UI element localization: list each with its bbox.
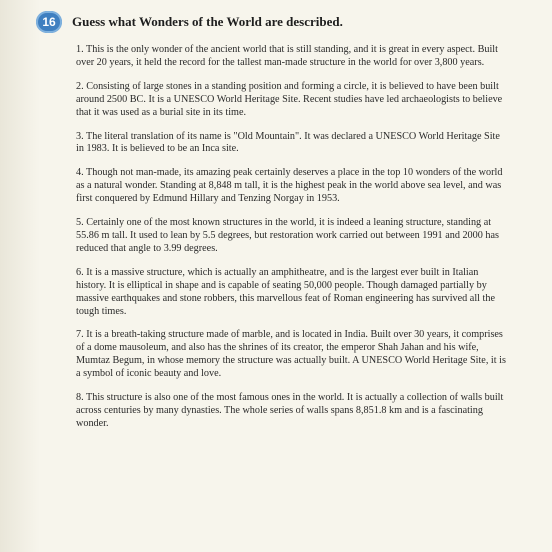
exercise-number-badge: 16	[36, 11, 62, 33]
description-item	[76, 167, 508, 206]
item-number: 1.	[76, 44, 84, 55]
description-item	[76, 217, 508, 256]
item-text: This is the only wonder of the ancient world that is still standing, and it is great in every aspect. Built over 20 years, it held the record for the tallest man-made structure in the world for over 3,800 years.	[76, 44, 498, 68]
page-margin	[0, 0, 40, 552]
description-item	[76, 329, 508, 381]
description-item	[76, 392, 508, 431]
exercise-header	[36, 9, 532, 35]
description-item	[76, 267, 508, 319]
exercise-title: Guess what Wonders of the World are described.	[72, 14, 343, 29]
item-number: 6.	[76, 266, 84, 278]
description-item	[76, 44, 508, 70]
item-text: Though not man-made, its amazing peak certainly deserves a place in the top 10 wonders of the world as a natural wonder. Standing at 8,848 m tall, it is the highest peak in the world above sea level, and was first conquered by Edmund Hillary and Tenzing Norgay in 1953.	[76, 167, 503, 205]
item-text: Consisting of large stones in a standing position and forming a circle, it is believed to have been built around 2500 BC. It is a UNESCO World Heritage Site. Recent studies have led archaeologists to believe that it was used as a burial site in its time.	[76, 80, 503, 118]
item-text: It is a breath-taking structure made of marble, and is located in India. Built over 30 years, it comprises of a dome mausoleum, and also has the shrines of its creator, the emperor Shah Jahan and his wife, Mumtaz Begum, in whose memory the structure was actually built. A UNESCO World Heritage Site, it is a symbol of iconic beauty and love.	[76, 329, 506, 380]
item-number: 5.	[76, 217, 84, 229]
item-number: 7.	[76, 329, 84, 341]
item-number: 8.	[76, 392, 84, 404]
description-item	[76, 131, 508, 157]
description-list	[76, 44, 508, 442]
item-number: 3.	[76, 130, 84, 142]
item-text: This structure is also one of the most famous ones in the world. It is actually a collection of walls built across centuries by many dynasties. The whole series of walls spans 8,851.8 km and is a fascinating wonder.	[76, 392, 504, 429]
item-text: The literal translation of its name is "Old Mountain". It was declared a UNESCO World Heritage Site in 1983. It is believed to be an Inca site.	[76, 130, 500, 155]
item-text: Certainly one of the most known structures in the world, it is indeed a leaning structure, standing at 55.86 m tall. It used to lean by 5.5 degrees, but restoration work carried out between 1991 and 2000 has reduced that angle to 3.99 degrees.	[76, 217, 499, 254]
description-item	[76, 81, 508, 120]
item-number: 2.	[76, 80, 84, 92]
item-text: It is a massive structure, which is actually an amphitheatre, and is the largest ever built in Italian history. It is elliptical in shape and is capable of seating 50,000 people. Though damaged partially by massive earthquakes and stone robbers, this marvellous feat of Roman engineering has survived all the tough times.	[76, 266, 495, 317]
item-number: 4.	[76, 167, 84, 179]
